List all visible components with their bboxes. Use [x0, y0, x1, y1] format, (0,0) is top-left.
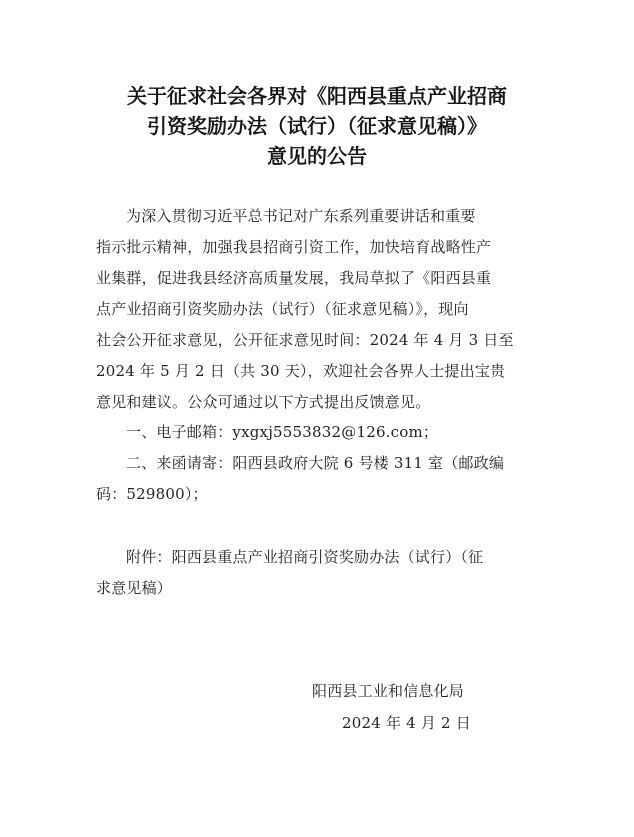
intro-line: 为深入贯彻习近平总书记对广东系列重要讲话和重要 [126, 207, 476, 225]
intro-line: 社会公开征求意见，公开征求意见时间：2024 年 4 月 3 日至 [96, 331, 514, 349]
email-item: 一、电子邮箱：yxgxj5553832@126.com； [126, 423, 439, 441]
attachment-line-1: 附件：阳西县重点产业招商引资奖励办法（试行）（征 [126, 548, 484, 566]
mail-address-item: 二、来函请寄：阳西县政府大院 6 号楼 311 室（邮政编 [126, 454, 505, 472]
intro-line: 意见和建议。公众可通过以下方式提出反馈意见。 [96, 393, 431, 411]
intro-line: 2024 年 5 月 2 日（共 30 天），欢迎社会各界人士提出宝贵 [96, 362, 506, 380]
title-line-2: 引资奖励办法（试行）（征求意见稿）》 [147, 114, 487, 138]
issue-date: 2024 年 4 月 2 日 [342, 714, 471, 732]
title-line-3: 意见的公告 [267, 144, 367, 168]
intro-line: 指示批示精神，加强我县招商引资工作，加快培育战略性产 [96, 238, 492, 256]
intro-line: 业集群，促进我县经济高质量发展，我局草拟了《阳西县重 [96, 269, 492, 287]
issuing-organization: 阳西县工业和信息化局 [312, 682, 465, 700]
mail-address-item-cont: 码：529800）； [96, 485, 208, 503]
intro-line: 点产业招商引资奖励办法（试行）（征求意见稿）》，现向 [96, 300, 469, 318]
attachment-line-2: 求意见稿） [96, 579, 173, 597]
title-line-1: 关于征求社会各界对《阳西县重点产业招商 [127, 84, 507, 108]
